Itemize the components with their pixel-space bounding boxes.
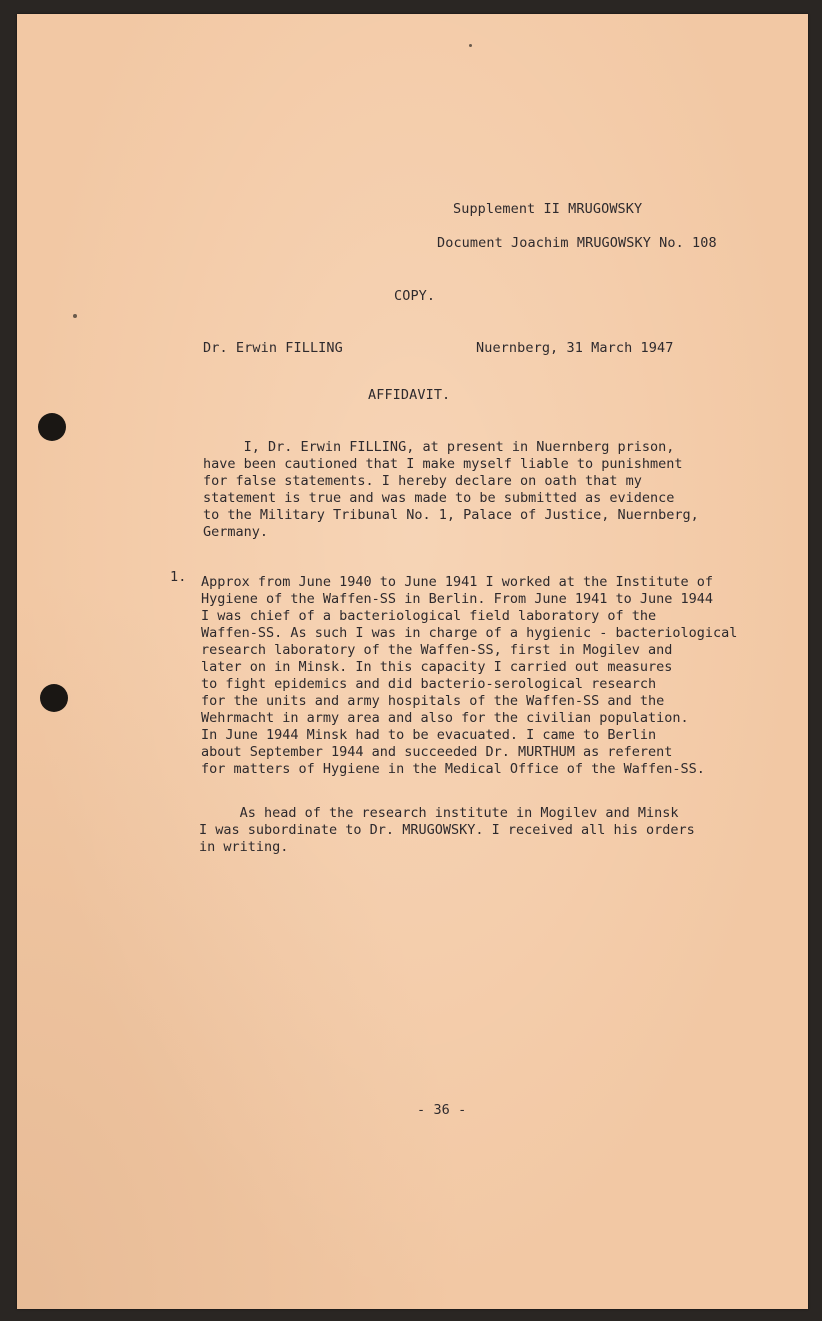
punch-hole-top [38, 413, 66, 441]
punch-hole-bottom [40, 684, 68, 712]
paragraph-line: statement is true and was made to be submitted as evidence [203, 490, 675, 506]
paragraph-line: I was chief of a bacteriological field laboratory of the [201, 608, 657, 624]
paragraph-line: later on in Minsk. In this capacity I carried out measures [201, 659, 673, 675]
paragraph-line: for the units and army hospitals of the Waffen-SS and the [201, 693, 665, 709]
paragraph-line: Wehrmacht in army area and also for the civilian population. [201, 710, 689, 726]
paragraph-line: As head of the research institute in Mogilev and Minsk [199, 805, 679, 821]
document-title: AFFIDAVIT. [368, 387, 451, 403]
paragraph-line: about September 1944 and succeeded Dr. MURTHUM as referent [201, 744, 673, 760]
paragraph-line: in writing. [199, 839, 289, 855]
paragraph-line: research laboratory of the Waffen-SS, first in Mogilev and [201, 642, 673, 658]
paragraph-line: Hygiene of the Waffen-SS in Berlin. From June 1941 to June 1944 [201, 591, 714, 607]
document-reference: Document Joachim MRUGOWSKY No. 108 [437, 235, 717, 251]
paragraph-line: Waffen-SS. As such I was in charge of a hygienic - bacteriological [201, 625, 738, 641]
page-number: - 36 - [417, 1102, 467, 1118]
document-page [17, 14, 808, 1309]
paragraph-line: for false statements. I hereby declare on oath that my [203, 473, 642, 489]
section-number: 1. [170, 569, 187, 585]
paper-speck [469, 44, 472, 47]
paragraph-line: I, Dr. Erwin FILLING, at present in Nuernberg prison, [203, 439, 675, 455]
paragraph-line: have been cautioned that I make myself liable to punishment [203, 456, 683, 472]
paragraph-line: I was subordinate to Dr. MRUGOWSKY. I received all his orders [199, 822, 695, 838]
paragraph-line: for matters of Hygiene in the Medical Office of the Waffen-SS. [201, 761, 705, 777]
paragraph-line: Approx from June 1940 to June 1941 I worked at the Institute of [201, 574, 714, 590]
place-date: Nuernberg, 31 March 1947 [476, 340, 674, 356]
paragraph-line: In June 1944 Minsk had to be evacuated. I came to Berlin [201, 727, 657, 743]
supplement-label: Supplement II MRUGOWSKY [453, 201, 643, 217]
paragraph-line: to fight epidemics and did bacterio-serological research [201, 676, 657, 692]
paragraph-line: Germany. [203, 524, 269, 540]
paragraph-line: to the Military Tribunal No. 1, Palace of Justice, Nuernberg, [203, 507, 699, 523]
copy-label: COPY. [394, 288, 436, 304]
author-name: Dr. Erwin FILLING [203, 340, 343, 356]
paper-speck [73, 314, 77, 318]
